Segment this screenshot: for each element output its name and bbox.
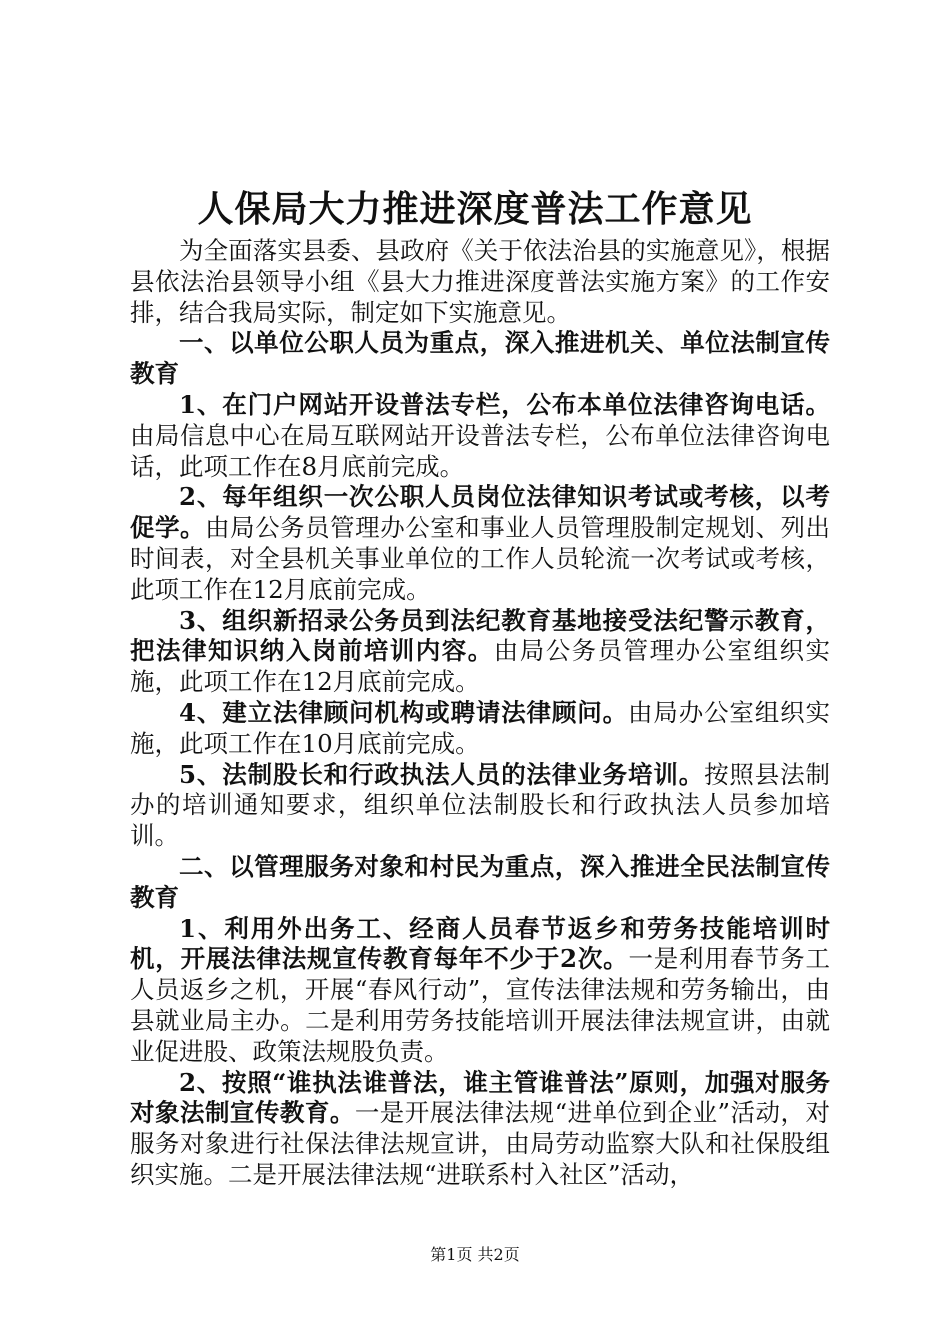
section-1-item-1: [130, 390, 830, 482]
item-text: 一是开展法律法规“进单位到企业”活动，对服务对象进行社保法律法规宣讲，由局劳动监察大队和社保股组织实施。二是开展法律法规“进联系村入社区”活动，: [130, 1098, 830, 1189]
section-2-heading: 二、以管理服务对象和村民为重点，深入推进全民法制宣传教育: [130, 851, 830, 912]
section-2-item-2: [130, 1068, 830, 1191]
item-lead: 2、每年组织一次公职人员岗位法律知识考试或考核，以考促学。: [130, 482, 830, 543]
section-1-item-4: [130, 698, 830, 760]
page-footer: 第1页 共2页: [430, 1245, 520, 1264]
item-text: 由局公务员管理办公室和事业人员管理股制定规划、列出时间表，对全县机关事业单位的工作人员轮流一次考试或考核，此项工作在12月底前完成。: [130, 513, 831, 604]
item-text: 由局办公室组织实施，此项工作在10月底前完成。: [130, 697, 831, 758]
item-lead: 3、组织新招录公务员到法纪教育基地接受法纪警示教育，把法律知识纳入岗前培训内容。: [130, 605, 830, 666]
intro-paragraph: 为全面落实县委、县政府《关于依法治县的实施意见》，根据县依法治县领导小组《县大力推进深度普法实施方案》的工作安排，结合我局实际，制定如下实施意见。: [130, 236, 830, 327]
item-text: 一是利用春节务工人员返乡之机，开展“春风行动”，宣传法律法规和劳务输出，由县就业局主办。二是利用劳务技能培训开展法律法规宣讲，由就业促进股、政策法规股负责。: [130, 944, 830, 1066]
section-1-heading: 一、以单位公职人员为重点，深入推进机关、单位法制宣传教育: [130, 328, 830, 389]
section-1-item-5: [130, 760, 830, 852]
item-lead: 2、按照“谁执法谁普法，谁主管谁普法”原则，加强对服务对象法制宣传教育。: [130, 1067, 830, 1128]
section-1-item-3: [130, 606, 830, 698]
item-lead: 5、法制股长和行政执法人员的法律业务培训。: [179, 759, 705, 789]
item-lead: 1、在门户网站开设普法专栏，公布本单位法律咨询电话。: [179, 389, 830, 419]
item-text: 按照县法制办的培训通知要求，组织单位法制股长和行政执法人员参加培训。: [130, 759, 831, 851]
item-text: 由局信息中心在局互联网站开设普法专栏，公布单位法律咨询电话，此项工作在8月底前完成。: [130, 420, 830, 481]
section-2-item-1: [130, 914, 830, 1068]
section-1-item-2: [130, 482, 830, 605]
document-body: [130, 236, 830, 1191]
document-title: 人保局大力推进深度普法工作意见: [197, 188, 753, 230]
item-text: 由局公务员管理办公室组织实施，此项工作在12月底前完成。: [130, 636, 831, 697]
item-lead: 1、利用外出务工、经商人员春节返乡和劳务技能培训时机，开展法律法规宣传教育每年不少于2次。: [130, 913, 830, 974]
item-lead: 4、建立法律顾问机构或聘请法律顾问。: [179, 697, 628, 727]
